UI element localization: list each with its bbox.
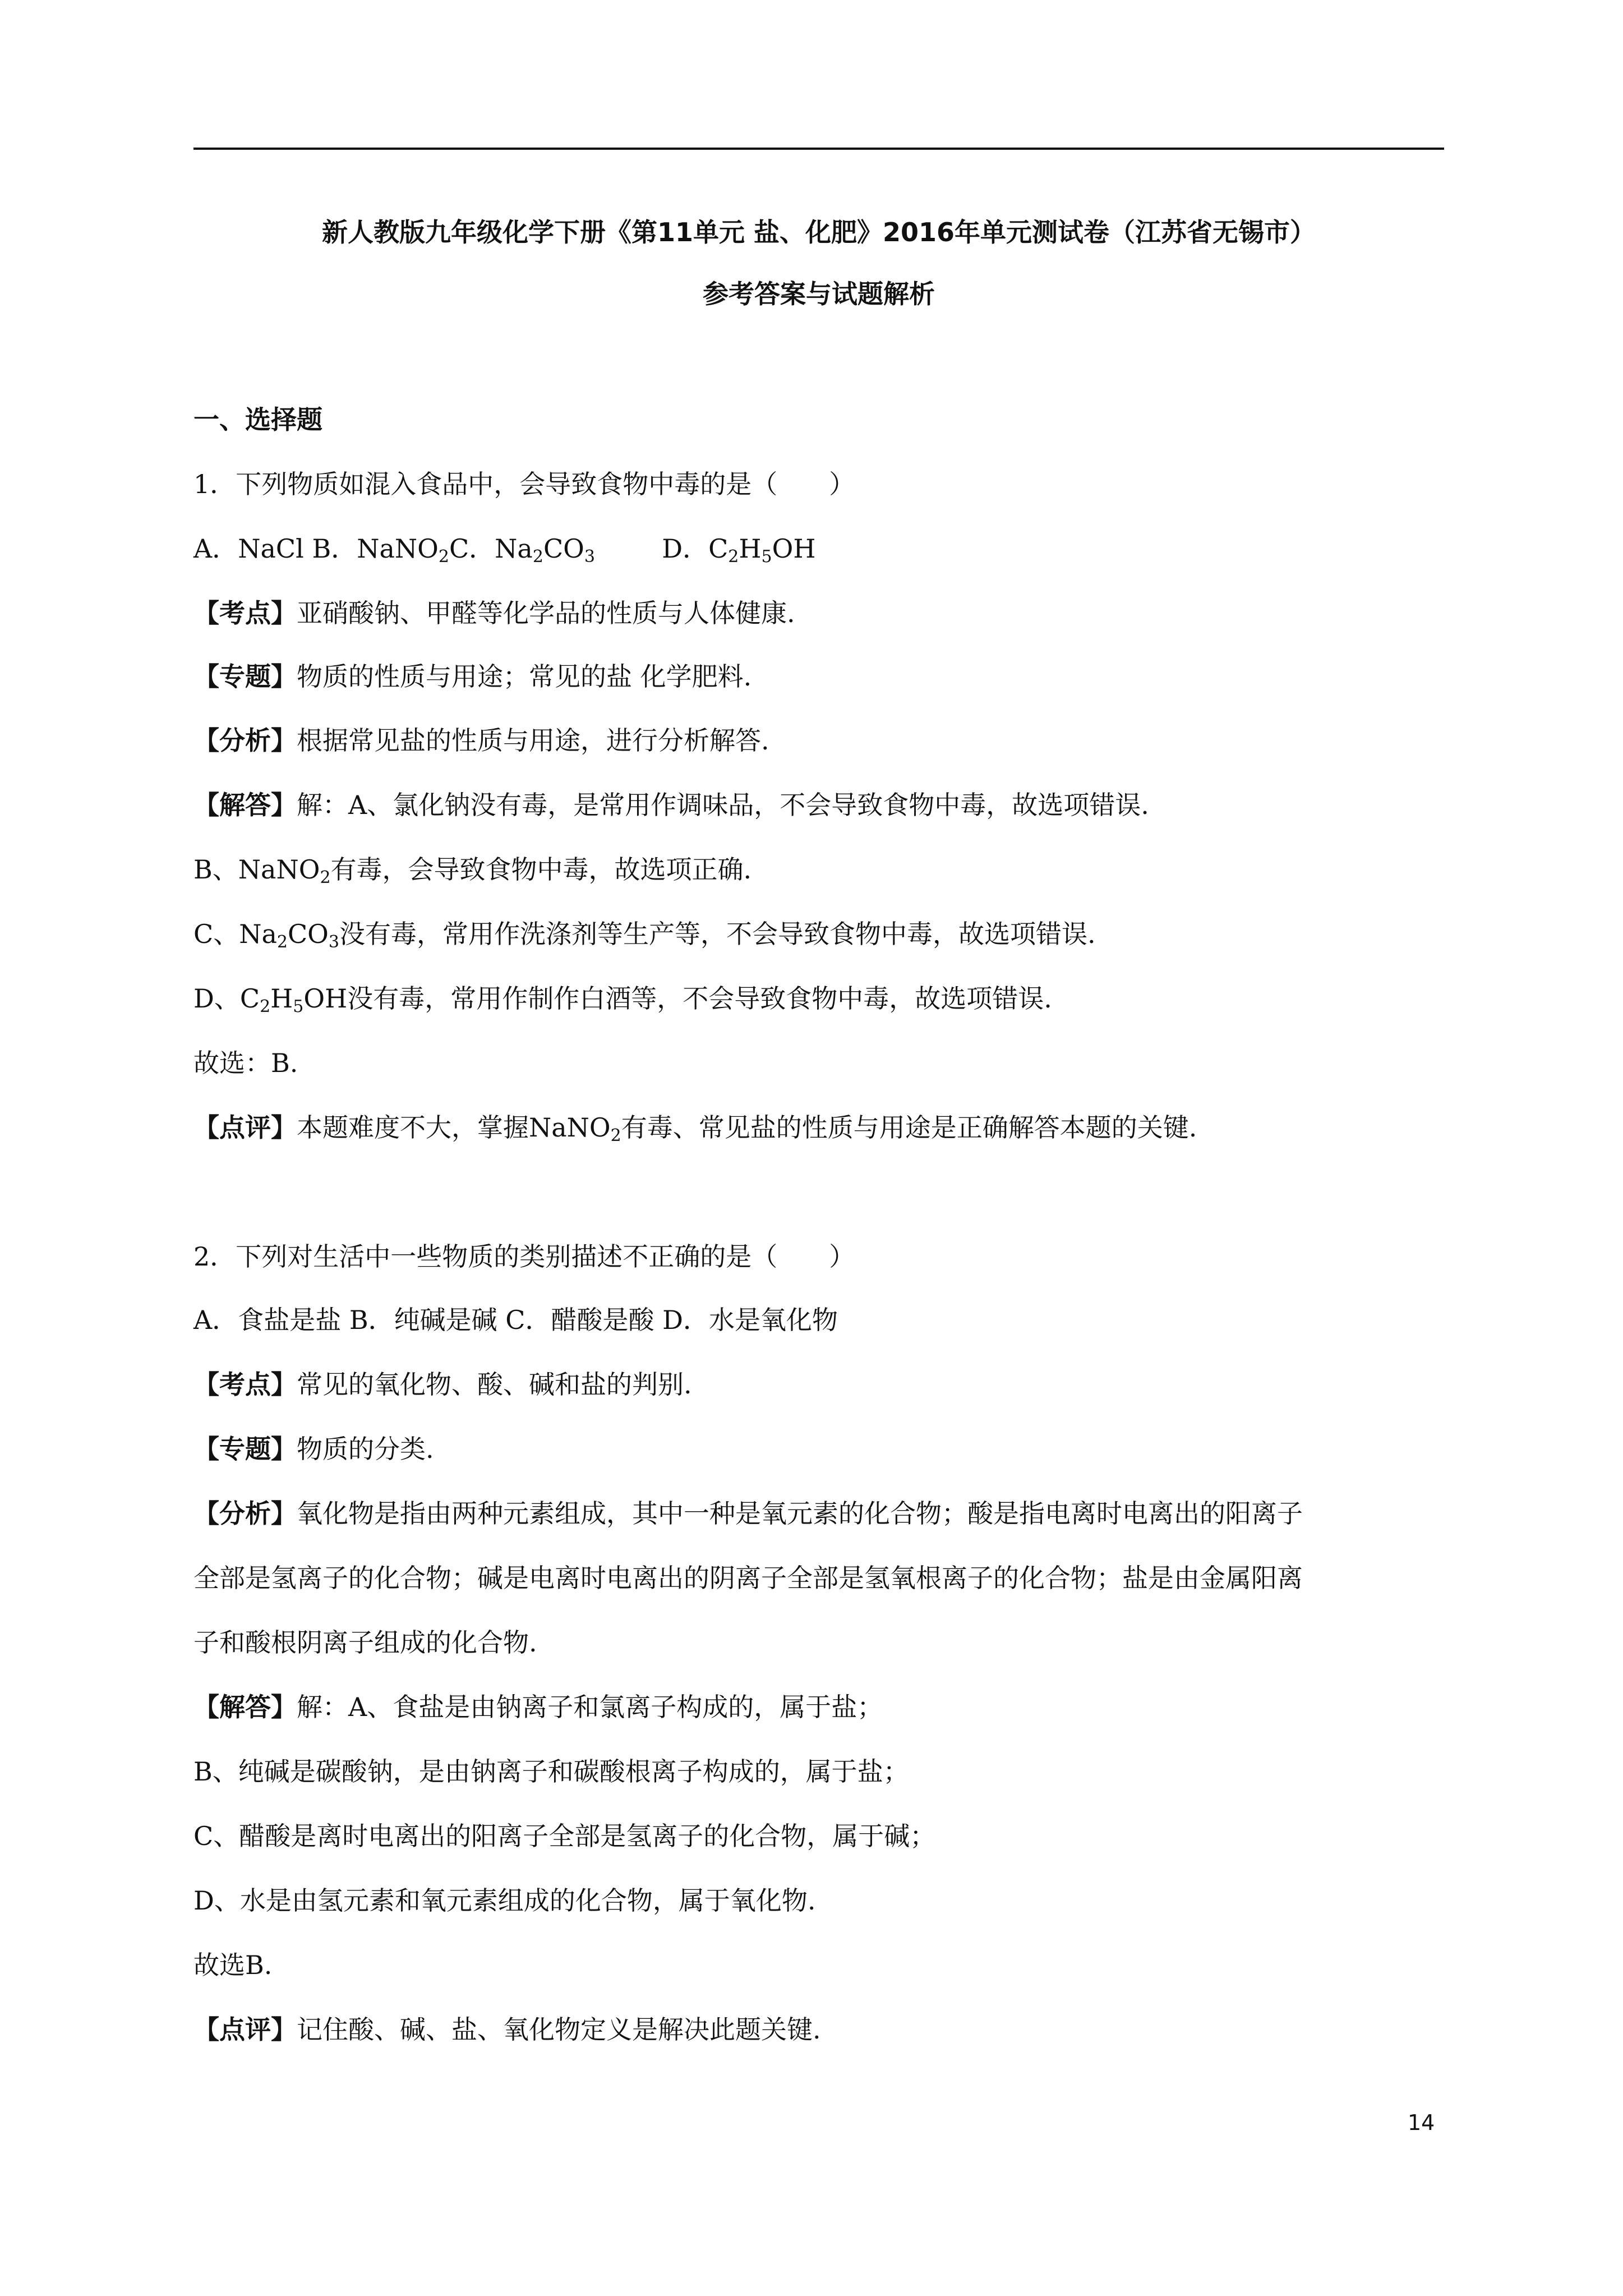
q1-jieda-d: D、$C_2H_5OH$没有毒，常用作制作白酒等，不会导致食物中毒，故选项错误. bbox=[193, 983, 1052, 1016]
q1-answer: 故选：B. bbox=[193, 1048, 298, 1078]
document-title: 新人教版九年级化学下册《第11单元 盐、化肥》2016年单元测试卷（江苏省无锡市） bbox=[321, 217, 1316, 247]
header-rule bbox=[193, 148, 1444, 150]
q1-kaodian: 【考点】亚硝酸钠、甲醛等化学品的性质与人体健康. bbox=[193, 598, 795, 628]
q2-options: A．食盐是盐 B．纯碱是碱 C．醋酸是酸 D．水是氧化物 bbox=[193, 1305, 838, 1335]
q2-jieda-c: C、醋酸是离时电离出的阳离子全部是氢离子的化合物，属于碱； bbox=[193, 1821, 936, 1851]
q1-jieda-c: C、$Na_2CO_3$没有毒，常用作洗涤剂等生产等，不会导致食物中毒，故选项错误. bbox=[193, 919, 1096, 952]
q2-jieda-d: D、水是由氢元素和氧元素组成的化合物，属于氧化物. bbox=[193, 1885, 816, 1916]
q1-fenxi: 【分析】根据常见盐的性质与用途，进行分析解答. bbox=[193, 725, 769, 756]
q1-dianping: 【点评】本题难度不大，掌握NaNO$_2$有毒、常见盐的性质与用途是正确解答本题的关键. bbox=[193, 1112, 1197, 1145]
q2-fenxi: 【分析】氧化物是指由两种元素组成，其中一种是氧元素的化合物；酸是指电离时电离出的阳离子 bbox=[193, 1498, 1303, 1529]
q1-options bbox=[193, 533, 1444, 567]
q1-option-a: A．NaCl bbox=[193, 533, 304, 564]
q1-jieda: 【解答】解：A、氯化钠没有毒，是常用作调味品，不会导致食物中毒，故选项错误. bbox=[193, 790, 1149, 820]
q2-jieda-b: B、纯碱是碳酸钠，是由钠离子和碳酸根离子构成的，属于盐； bbox=[193, 1756, 909, 1787]
q1-zhuanti: 【专题】物质的性质与用途；常见的盐 化学肥料. bbox=[193, 661, 752, 692]
q2-answer: 故选B. bbox=[193, 1950, 273, 1980]
page-number: 14 bbox=[1408, 2110, 1435, 2135]
section-heading: 一、选择题 bbox=[193, 404, 322, 435]
q1-option-b: B．NaNO$_2$ bbox=[312, 533, 449, 567]
q2-jieda: 【解答】解：A、食盐是由钠离子和氯离子构成的，属于盐； bbox=[193, 1692, 883, 1722]
q2-fenxi-line3: 子和酸根阴离子组成的化合物. bbox=[193, 1627, 537, 1658]
q1-jieda-b: B、NaNO$_2$有毒，会导致食物中毒，故选项正确. bbox=[193, 854, 752, 887]
q1-option-c: C．$Na_2CO_3$ bbox=[449, 533, 595, 567]
q2-stem: 2．下列对生活中一些物质的类别描述不正确的是（ ） bbox=[193, 1241, 855, 1272]
q2-dianping: 【点评】记住酸、碱、盐、氧化物定义是解决此题关键. bbox=[193, 2014, 821, 2045]
q2-kaodian: 【考点】常见的氧化物、酸、碱和盐的判别. bbox=[193, 1369, 692, 1400]
q2-fenxi-line2: 全部是氢离子的化合物；碱是电离时电离出的阴离子全部是氢氧根离子的化合物；盐是由金属阳离 bbox=[193, 1563, 1303, 1593]
q1-stem: 1．下列物质如混入食品中，会导致食物中毒的是（ ） bbox=[193, 469, 855, 499]
q2-zhuanti: 【专题】物质的分类. bbox=[193, 1434, 434, 1464]
q1-option-d: D．$C_2H_5OH$ bbox=[662, 533, 816, 567]
document-subtitle: 参考答案与试题解析 bbox=[703, 279, 935, 309]
